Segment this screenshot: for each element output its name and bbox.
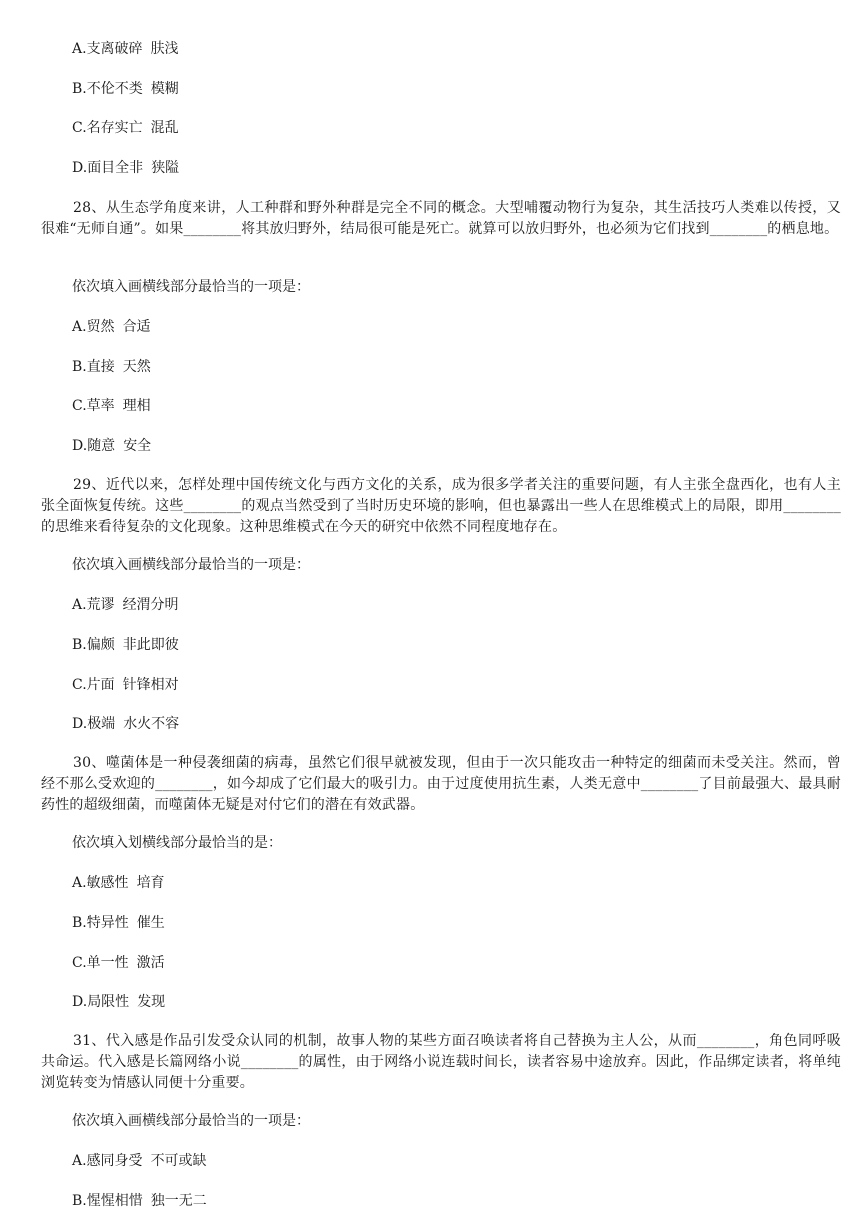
prompt-28: 依次填入画横线部分最恰当的一项是： bbox=[72, 279, 310, 295]
option-30c: C.单一性 激活 bbox=[72, 955, 165, 971]
option-27b: B.不伦不类 模糊 bbox=[72, 81, 179, 97]
option-28c: C.草率 理相 bbox=[72, 398, 151, 414]
prompt-30: 依次填入划横线部分最恰当的是： bbox=[72, 835, 282, 851]
question-30: 30、噬菌体是一种侵袭细菌的病毒，虽然它们很早就被发现，但由于一次只能攻击一种特定的细菌而未受关注。然而，曾经不那么受欢迎的________，如今却成了它们最大的吸引力。由于过度使用抗生素，人类无意中________了目前最强大、最具耐药性的超级细菌，而噬菌体无疑是对付它们的潜在有效武器。 bbox=[41, 755, 841, 813]
option-30b: B.特异性 催生 bbox=[72, 915, 165, 931]
prompt-29: 依次填入画横线部分最恰当的一项是： bbox=[72, 557, 310, 573]
question-28: 28、从生态学角度来讲，人工种群和野外种群是完全不同的概念。大型哺覆动物行为复杂，其生活技巧人类难以传授，又很难“无师自通”。如果________将其放归野外，结局很可能是死亡。就算可以放归野外，也必须为它们找到________的栖息地。 bbox=[41, 200, 841, 237]
question-31: 31、代入感是作品引发受众认同的机制，故事人物的某些方面召唤读者将自己替换为主人公，从而________，角色同呼吸共命运。代入感是长篇网络小说________的属性，由于网络小说连载时间长，读者容易中途放弃。因此，作品绑定读者，将单纯浏览转变为情感认同便十分重要。 bbox=[41, 1033, 841, 1091]
question-29: 29、近代以来，怎样处理中国传统文化与西方文化的关系，成为很多学者关注的重要问题，有人主张全盘西化，也有人主张全面恢复传统。这些________的观点当然受到了当时历史环境的影响，但也暴露出一些人在思维模式上的局限，即用________的思维来看待复杂的文化现象。这种思维模式在今天的研究中依然不同程度地存在。 bbox=[41, 477, 841, 535]
prompt-31: 依次填入画横线部分最恰当的一项是： bbox=[72, 1113, 310, 1129]
option-29b: B.偏颇 非此即彼 bbox=[72, 637, 179, 653]
option-28a: A.贸然 合适 bbox=[72, 319, 151, 335]
option-27c: C.名存实亡 混乱 bbox=[72, 120, 179, 136]
option-30a: A.敏感性 培育 bbox=[72, 875, 165, 891]
option-28d: D.随意 安全 bbox=[72, 438, 152, 454]
option-29a: A.荒谬 经渭分明 bbox=[72, 597, 179, 613]
option-29c: C.片面 针锋相对 bbox=[72, 677, 179, 693]
option-31a: A.感同身受 不可或缺 bbox=[72, 1153, 207, 1169]
option-27d: D.面目全非 狭隘 bbox=[72, 160, 180, 176]
option-30d: D.局限性 发现 bbox=[72, 994, 166, 1010]
option-29d: D.极端 水火不容 bbox=[72, 716, 180, 732]
option-28b: B.直接 天然 bbox=[72, 359, 151, 375]
option-27a: A.支离破碎 肤浅 bbox=[72, 41, 179, 57]
option-31b: B.惺惺相惜 独一无二 bbox=[72, 1193, 207, 1209]
